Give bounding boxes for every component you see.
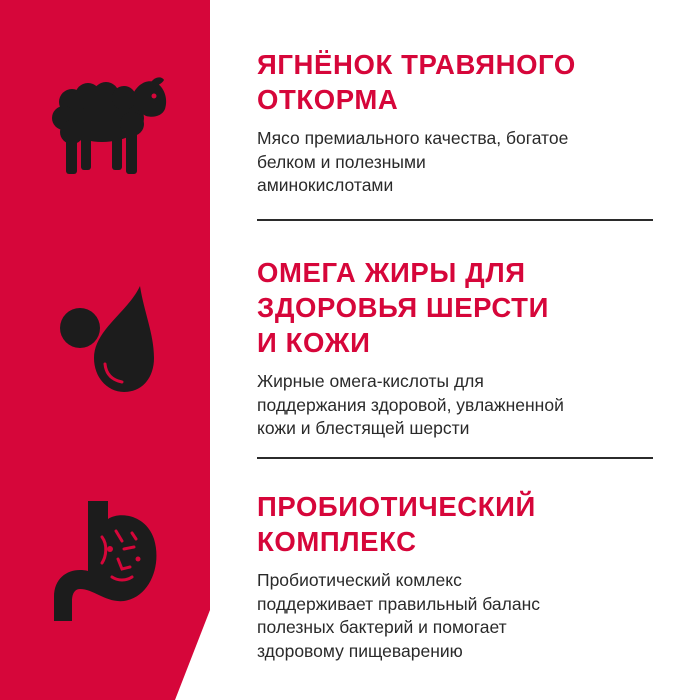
feature-description-line: Пробиотический комлекс <box>257 570 462 590</box>
divider <box>257 219 653 221</box>
feature-description-line: Мясо премиального качества, богатое <box>257 128 569 148</box>
oil-drop-icon <box>50 278 170 398</box>
feature-title-line: ЯГНЁНОК ТРАВЯНОГО <box>257 49 576 80</box>
feature-description-line: Жирные омега-кислоты для <box>257 371 484 391</box>
stomach-icon <box>50 497 170 627</box>
feature-description-line: белком и полезными <box>257 151 426 172</box>
feature-description-line: полезных бактерий и помогает <box>257 617 507 637</box>
feature-title-line: КОМПЛЕКС <box>257 526 417 557</box>
feature-description-line: аминокислотами <box>257 175 394 195</box>
feature-title <box>257 47 667 117</box>
feature-title-line: И КОЖИ <box>257 327 371 358</box>
feature-probiotic-complex <box>257 489 667 663</box>
divider <box>257 457 653 459</box>
feature-title-line: ОТКОРМА <box>257 84 399 115</box>
feature-omega-fats <box>257 255 667 441</box>
feature-title <box>257 255 667 360</box>
lamb-icon <box>50 72 170 182</box>
feature-title-line: ОМЕГА ЖИРЫ ДЛЯ <box>257 257 526 288</box>
feature-title-line: ЗДОРОВЬЯ ШЕРСТИ <box>257 292 549 323</box>
feature-title-line: ПРОБИОТИЧЕСКИЙ <box>257 491 536 522</box>
feature-title <box>257 489 667 559</box>
feature-description <box>257 127 667 198</box>
feature-description-line: кожи и блестящей шерсти <box>257 418 470 438</box>
feature-grass-fed-lamb <box>257 47 667 198</box>
feature-description <box>257 569 667 663</box>
feature-description <box>257 370 667 441</box>
feature-description-line: поддержания здоровой, увлажненной <box>257 394 564 415</box>
feature-description-line: здоровому пищеварению <box>257 640 463 661</box>
feature-description-line: поддерживает правильный баланс <box>257 593 540 614</box>
